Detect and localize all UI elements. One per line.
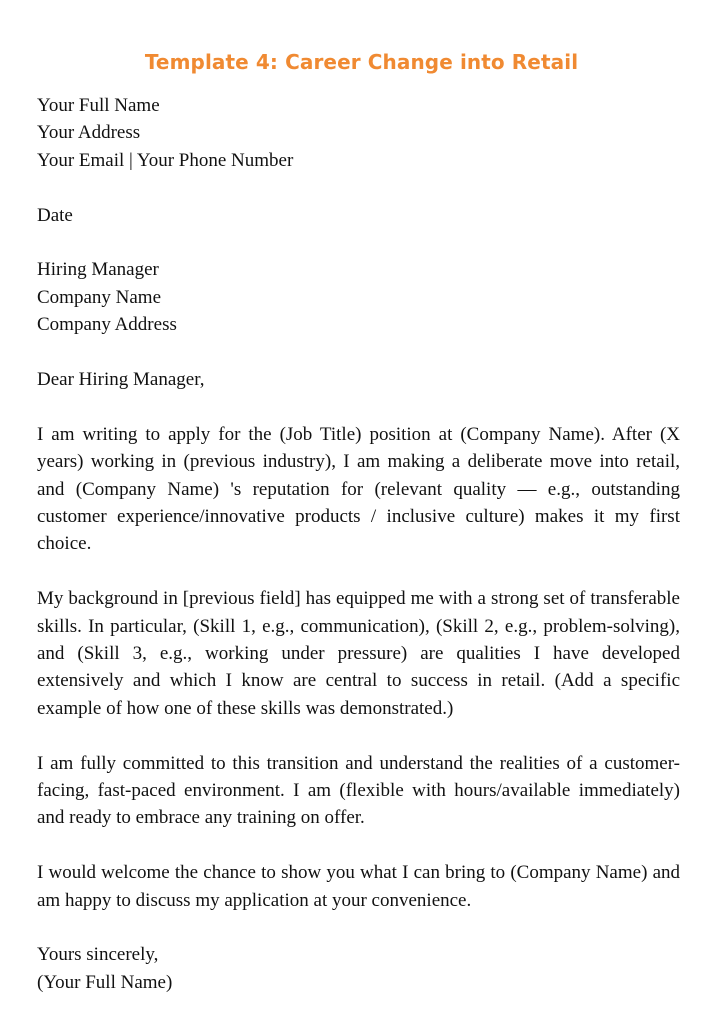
signature-name: (Your Full Name) [37, 971, 173, 993]
body-paragraph-closing: I would welcome the chance to show you what I can bring to (Company Name) and am happy to discuss my application at your convenience. [37, 862, 680, 911]
cover-letter [37, 92, 680, 996]
spacer [37, 339, 680, 366]
recipient-title: Hiring Manager [37, 259, 159, 281]
body-paragraph-commitment: I am fully committed to this transition and understand the realities of a customer-facing, fast-paced environment. I am (flexible with hours/available immediately) and ready to embrace any training on offer. [37, 752, 680, 829]
spacer [37, 832, 680, 859]
spacer [37, 393, 680, 420]
body-paragraph-intro: I am writing to apply for the (Job Title) position at (Company Name). After (X years) working in (previous industry), I am making a deliberate move into retail, and (Company Name) 's reputation for (relevant quality — e.g., outstanding customer experience/innovative products / inclusive culture) makes it my first choice. [37, 423, 680, 555]
sender-contact: Your Email | Your Phone Number [37, 149, 294, 171]
template-title: Template 4: Career Change into Retail [144, 50, 579, 74]
recipient-address: Company Address [37, 314, 177, 336]
spacer [37, 914, 680, 941]
sender-address: Your Address [37, 122, 141, 144]
letter-date: Date [37, 204, 73, 226]
body-paragraph-skills: My background in [previous field] has equipped me with a strong set of transferable skills. In particular, (Skill 1, e.g., communication), (Skill 2, e.g., problem-solving), and (Skill 3, e.g., working under pressure) are qualities I have developed extensively and which I know are central to success in retail. (Add a specific example of how one of these skills was demonstrated.) [37, 588, 680, 719]
sender-name: Your Full Name [37, 95, 160, 116]
sender-block [37, 92, 680, 174]
recipient-company: Company Name [37, 286, 162, 308]
spacer [37, 174, 680, 201]
spacer [37, 722, 680, 749]
salutation: Dear Hiring Manager, [37, 369, 205, 391]
spacer [37, 229, 680, 256]
recipient-block [37, 256, 680, 338]
spacer [37, 558, 680, 585]
closing-phrase: Yours sincerely, [37, 944, 159, 966]
